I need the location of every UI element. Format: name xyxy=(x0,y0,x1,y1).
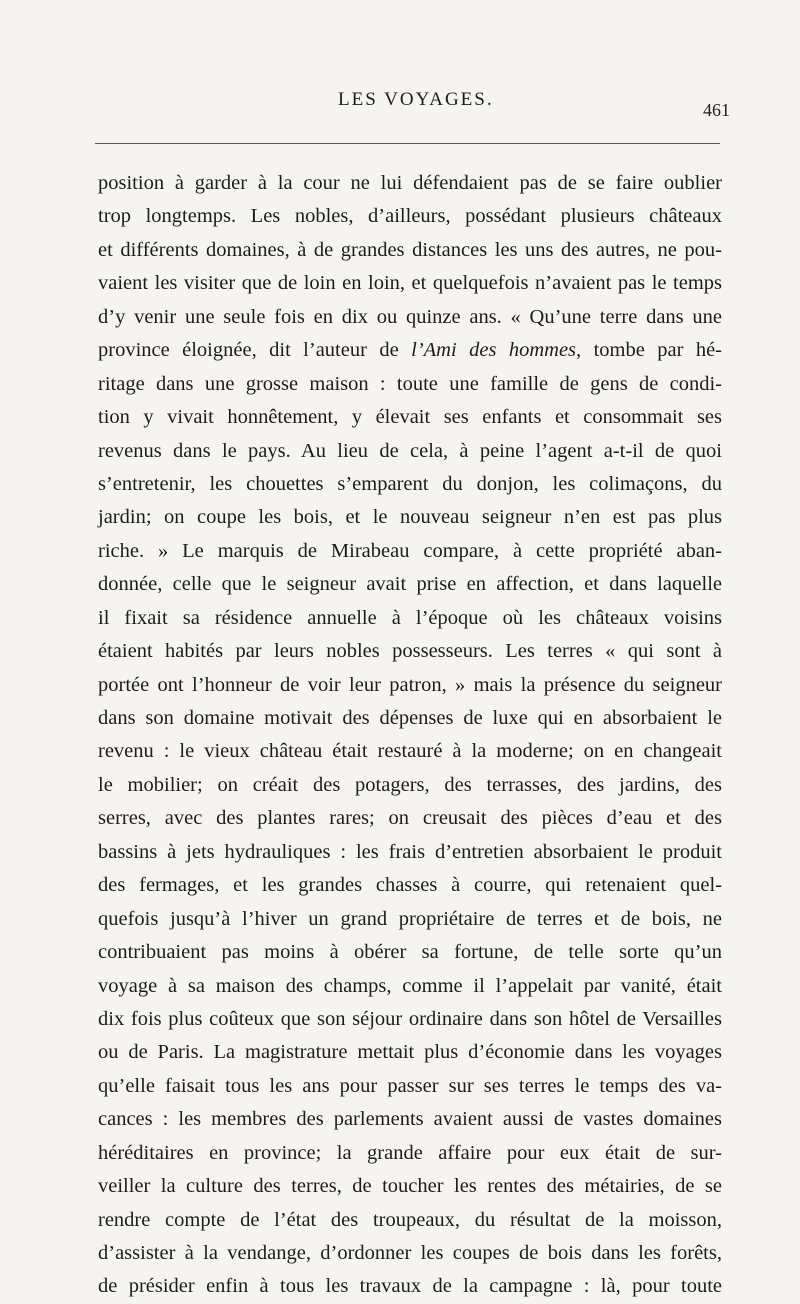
text-line: et différents domaines, à de grandes distances les uns des autres, ne pou- xyxy=(98,238,722,261)
text-line: veiller la culture des terres, de toucher les rentes des métairies, de se xyxy=(98,1175,722,1198)
text-line: donnée, celle que le seigneur avait prise en affection, et dans laquelle xyxy=(98,573,722,596)
text-line: s’entretenir, les chouettes s’emparent du donjon, les colimaçons, du xyxy=(98,472,722,495)
text-line: de présider enfin à tous les travaux de la campagne : là, pour toute xyxy=(98,1275,722,1298)
text-line: trop longtemps. Les nobles, d’ailleurs, possédant plusieurs châteaux xyxy=(98,205,722,228)
italic-book-title: l’Ami des hommes xyxy=(411,339,577,362)
text-line: revenu : le vieux château était restauré à la moderne; on en changeait xyxy=(98,740,722,763)
text-line: il fixait sa résidence annuelle à l’époque où les châteaux voisins xyxy=(98,606,722,629)
text-line-with-italic-title xyxy=(98,334,722,367)
text-line: le mobilier; on créait des potagers, des terrasses, des jardins, des xyxy=(98,773,722,796)
text-line: dans son domaine motivait des dépenses de luxe qui en absorbaient le xyxy=(98,707,722,729)
text-line: portée ont l’honneur de voir leur patron, » mais la présence du seigneur xyxy=(98,673,722,696)
text-line: étaient habités par leurs nobles possesseurs. Les terres « qui sont à xyxy=(98,640,722,663)
text-line: d’y venir une seule fois en dix ou quinze ans. « Qu’une terre dans une xyxy=(98,305,722,328)
running-title: LES VOYAGES. xyxy=(338,89,494,110)
text-line: jardin; on coupe les bois, et le nouveau seigneur n’en est pas plus xyxy=(98,506,722,529)
text-line: serres, avec des plantes rares; on creusait des pièces d’eau et des xyxy=(98,807,722,830)
page-number: 461 xyxy=(703,100,730,120)
body-text xyxy=(98,167,722,1304)
text-line: qu’elle faisait tous les ans pour passer sur ses terres le temps des va- xyxy=(98,1074,722,1097)
text-line: des fermages, et les grandes chasses à courre, qui retenaient quel- xyxy=(98,874,722,897)
text-fragment: , tombe par hé- xyxy=(576,339,723,362)
text-line: revenus dans le pays. Au lieu de cela, à peine l’agent a-t-il de quoi xyxy=(98,439,722,462)
text-line: voyage à sa maison des champs, comme il l’appelait par vanité, était xyxy=(98,974,722,997)
text-line: cances : les membres des parlements avaient aussi de vastes domaines xyxy=(98,1108,722,1131)
text-line: position à garder à la cour ne lui défendaient pas de se faire oublier xyxy=(98,172,722,194)
text-line: dix fois plus coûteux que son séjour ordinaire dans son hôtel de Versailles xyxy=(98,1007,722,1030)
text-line: héréditaires en province; la grande affaire pour eux était de sur- xyxy=(98,1141,722,1164)
text-line: riche. » Le marquis de Mirabeau compare, à cette propriété aban- xyxy=(98,539,722,562)
text-fragment: province éloignée, dit l’auteur de xyxy=(98,339,399,362)
running-head xyxy=(0,74,800,120)
text-line: bassins à jets hydrauliques : les frais d’entretien absorbaient le produit xyxy=(98,840,722,863)
text-line: rendre compte de l’état des troupeaux, du résultat de la moisson, xyxy=(98,1208,722,1231)
header-rule xyxy=(95,143,720,144)
text-line: contribuaient pas moins à obérer sa fortune, de telle sorte qu’un xyxy=(98,941,722,964)
text-line: ou de Paris. La magistrature mettait plus d’économie dans les voyages xyxy=(98,1041,722,1064)
text-line: vaient les visiter que de loin en loin, et quelquefois n’avaient pas le temps xyxy=(98,272,722,295)
text-line: ritage dans une grosse maison : toute une famille de gens de condi- xyxy=(98,372,722,395)
text-line: tion y vivait honnêtement, y élevait ses enfants et consommait ses xyxy=(98,406,722,429)
text-line: d’assister à la vendange, d’ordonner les coupes de bois dans les forêts, xyxy=(98,1242,722,1264)
text-line: quefois jusqu’à l’hiver un grand propriétaire de terres et de bois, ne xyxy=(98,907,722,930)
